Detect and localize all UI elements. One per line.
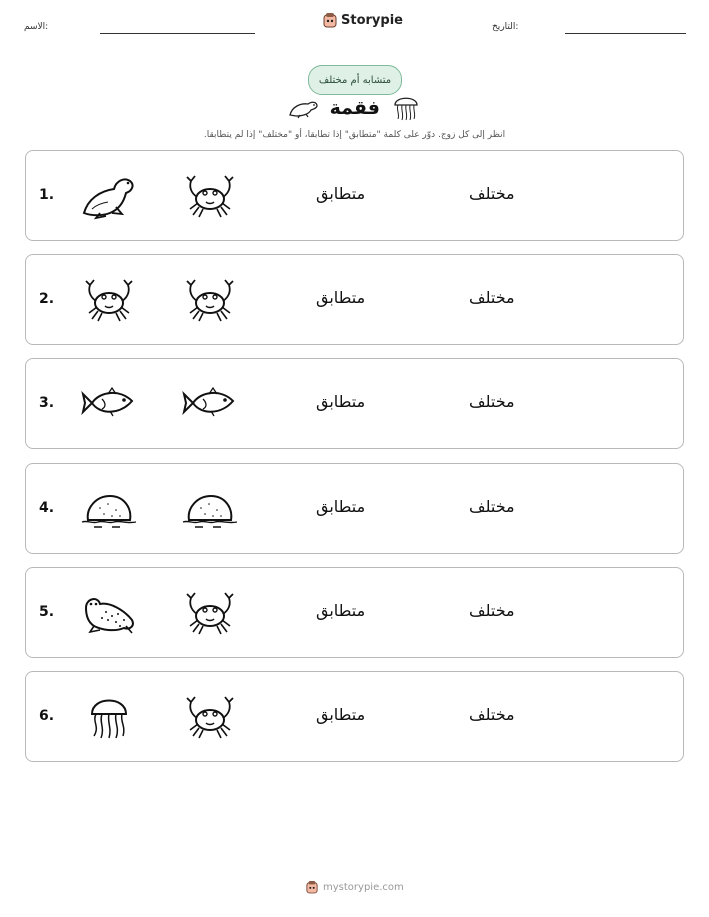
jellyfish-icon [392, 92, 420, 122]
same-option[interactable]: متطابق [316, 705, 366, 724]
date-field[interactable] [565, 33, 686, 34]
same-option[interactable]: متطابق [316, 497, 366, 516]
date-label: التاريخ: [492, 22, 519, 32]
pair-number: 6. [39, 708, 55, 724]
brand-name: Storypie [341, 12, 403, 28]
rock-icon [80, 482, 138, 534]
pair-card [25, 671, 684, 762]
different-option[interactable]: مختلف [469, 392, 515, 411]
different-option[interactable]: مختلف [469, 288, 515, 307]
different-option[interactable]: مختلف [469, 497, 515, 516]
storypie-mascot-icon [323, 12, 337, 28]
pair-number: 5. [39, 604, 55, 620]
footer-url: mystorypie.com [323, 881, 404, 893]
page-title: فقمة [329, 97, 380, 119]
different-option[interactable]: مختلف [469, 601, 515, 620]
crab-icon [181, 169, 239, 221]
seal-icon [80, 169, 138, 221]
spotted-seal-icon [80, 586, 138, 638]
instructions: انظر إلى كل زوج. دوّر على كلمة "متطابق" إذا تطابقا، أو "مختلف" إذا لم يتطابقا. [203, 130, 506, 140]
pair-card [25, 358, 684, 449]
same-option[interactable]: متطابق [316, 288, 366, 307]
crab-icon [181, 690, 239, 742]
pair-card [25, 463, 684, 554]
worksheet-type-badge: متشابه أم مختلف [308, 65, 402, 95]
different-option[interactable]: مختلف [469, 184, 515, 203]
name-field[interactable] [100, 33, 255, 34]
pair-number: 1. [39, 187, 55, 203]
pair-number: 4. [39, 500, 55, 516]
seal-icon [286, 95, 320, 119]
footer [306, 880, 404, 894]
different-option[interactable]: مختلف [469, 705, 515, 724]
storypie-mascot-icon [306, 880, 318, 894]
crab-icon [181, 586, 239, 638]
rock-icon [181, 482, 239, 534]
crab-icon [181, 273, 239, 325]
pair-card [25, 150, 684, 241]
pair-number: 3. [39, 395, 55, 411]
pair-number: 2. [39, 291, 55, 307]
same-option[interactable]: متطابق [316, 184, 366, 203]
fish-icon [80, 377, 138, 429]
brand-logo [323, 12, 403, 28]
pair-card [25, 254, 684, 345]
crab-icon [80, 273, 138, 325]
jellyfish-icon [80, 690, 138, 742]
fish-icon [181, 377, 239, 429]
pair-card [25, 567, 684, 658]
same-option[interactable]: متطابق [316, 601, 366, 620]
same-option[interactable]: متطابق [316, 392, 366, 411]
name-label: الاسم: [24, 22, 49, 32]
